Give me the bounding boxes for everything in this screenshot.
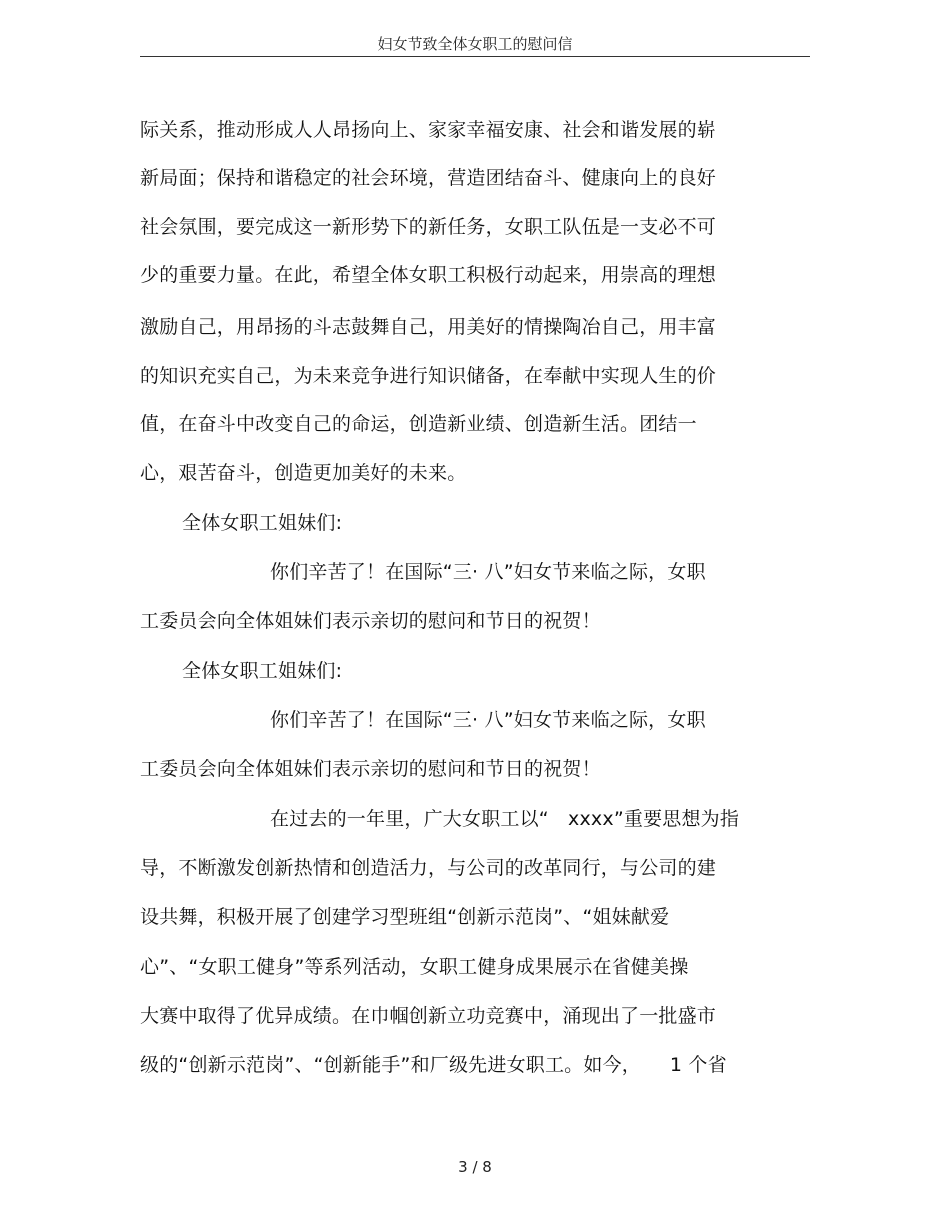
body-line: 心，艰苦奋斗，创造更加美好的未来。 <box>140 462 467 484</box>
body-line: 值，在奋斗中改变自己的命运，创造新业绩、创造新生活。团结一 <box>140 413 697 435</box>
body-line: 设共舞，积极开展了创建学习型班组“创新示范岗”、“姐妹献爱 <box>140 906 670 928</box>
body-line: 新局面；保持和谐稳定的社会环境，营造团结奋斗、健康向上的良好 <box>140 167 717 189</box>
body-line: 工委员会向全体姐妹们表示亲切的慰问和节日的祝贺！ <box>140 758 601 780</box>
body-line: 级的“创新示范岗”、“创新能手”和厂级先进女职工。如今， 1 个省 <box>140 1054 727 1076</box>
body-line: 社会氛围，要完成这一新形势下的新任务，女职工队伍是一支必不可 <box>140 216 717 238</box>
body-line: 你们辛苦了！在国际“三· 八”妇女节来临之际，女职 <box>270 709 706 731</box>
page-number: 3 / 8 <box>458 1158 492 1176</box>
body-line: 在过去的一年里，广大女职工以“ xxxx”重要思想为指 <box>270 808 740 830</box>
body-line: 你们辛苦了！在国际“三· 八”妇女节来临之际，女职 <box>270 561 706 583</box>
body-line: 大赛中取得了优异成绩。在巾帼创新立功竞赛中，涌现出了一批盛市 <box>140 1005 717 1027</box>
salutation: 全体女职工姐妹们: <box>182 660 343 682</box>
body-line: 际关系，推动形成人人昂扬向上、家家幸福安康、社会和谐发展的崭 <box>140 119 717 141</box>
body-line: 工委员会向全体姐妹们表示亲切的慰问和节日的祝贺！ <box>140 610 601 632</box>
page-header <box>140 34 810 57</box>
body-line: 的知识充实自己，为未来竞争进行知识储备，在奉献中实现人生的价 <box>140 365 717 387</box>
document-title: 妇女节致全体女职工的慰问信 <box>377 35 573 53</box>
body-line: 少的重要力量。在此，希望全体女职工积极行动起来，用崇高的理想 <box>140 264 717 286</box>
salutation: 全体女职工姐妹们: <box>182 512 343 534</box>
page-footer <box>0 1158 950 1176</box>
body-line: 激励自己，用昂扬的斗志鼓舞自己，用美好的情操陶冶自己，用丰富 <box>140 316 717 338</box>
body-line: 导，不断激发创新热情和创造活力，与公司的改革同行，与公司的建 <box>140 857 717 879</box>
body-line: 心”、“女职工健身”等系列活动，女职工健身成果展示在省健美操 <box>140 956 689 978</box>
